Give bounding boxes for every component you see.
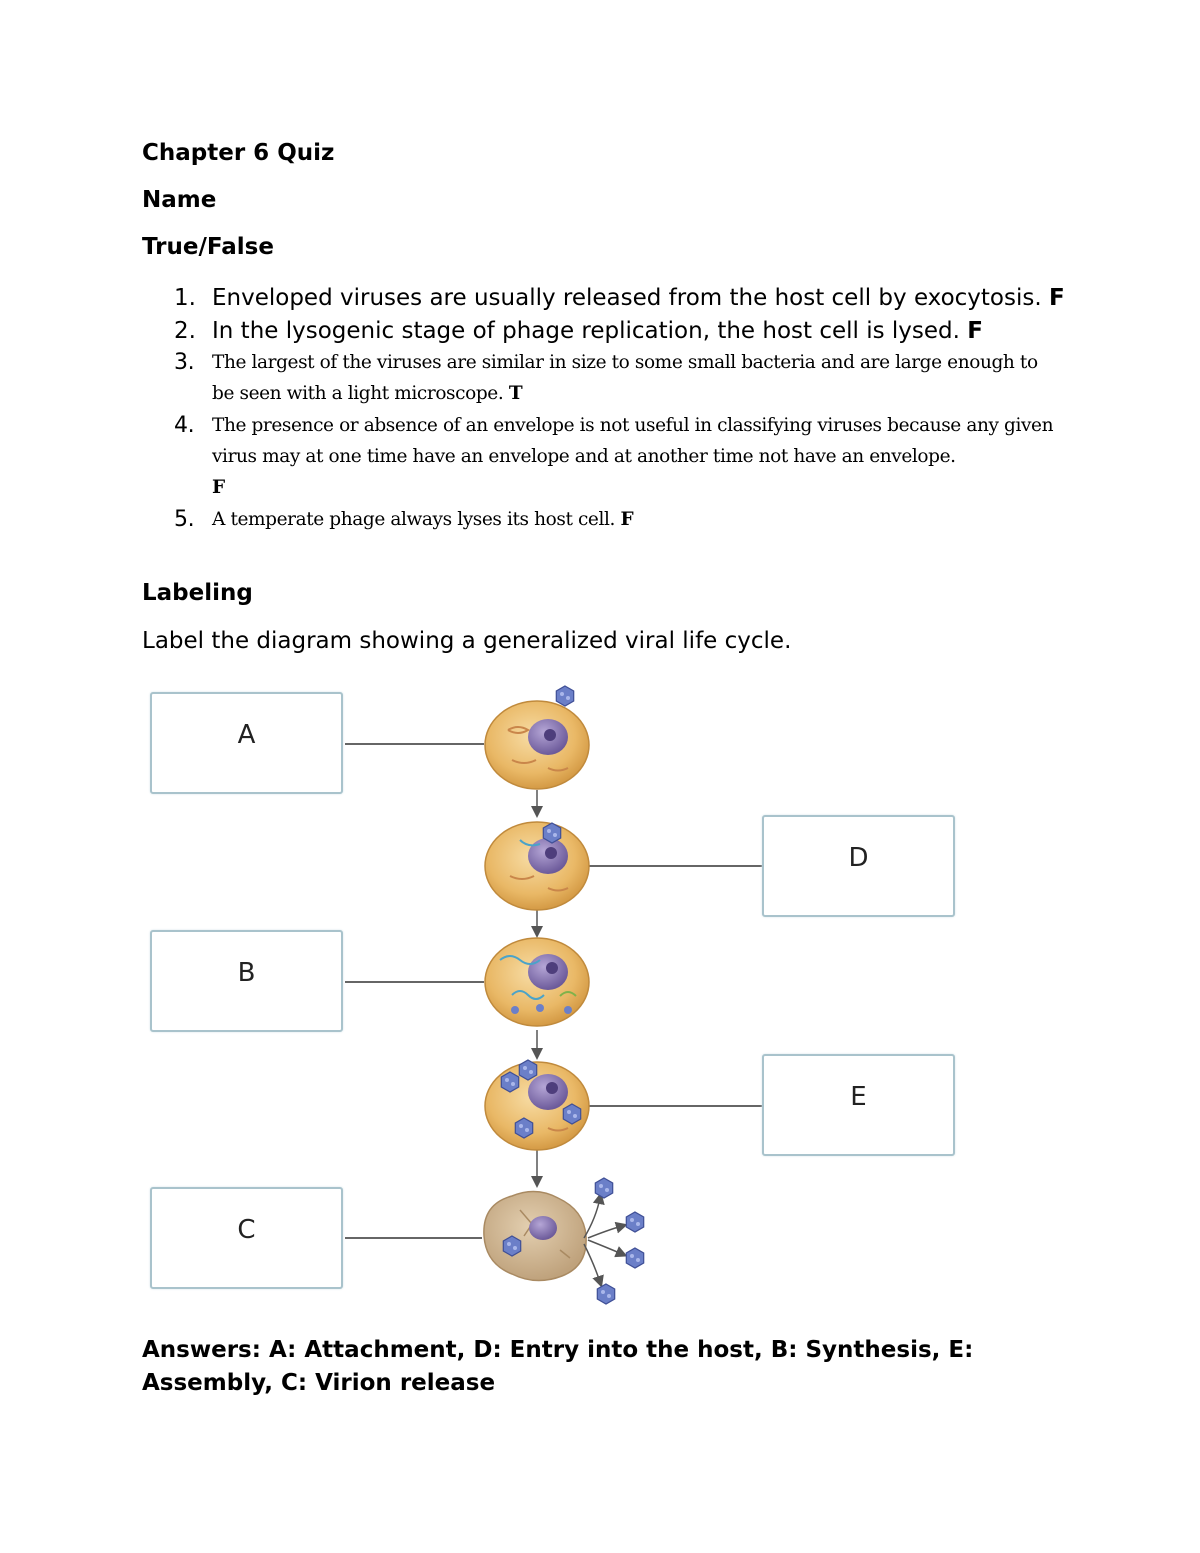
label-box-letter: E bbox=[850, 1082, 867, 1112]
question-answer: F bbox=[212, 477, 225, 498]
question-text: The presence or absence of an envelope is not useful in classifying viruses because any given virus may at one time have an envelope and at another time not have an envelope. bbox=[212, 415, 1054, 467]
label-box-a[interactable] bbox=[150, 692, 343, 794]
label-box-e[interactable] bbox=[762, 1054, 955, 1156]
cell-release bbox=[484, 1178, 644, 1304]
question-answer: F bbox=[1049, 285, 1065, 311]
question-text: Enveloped viruses are usually released from the host cell by exocytosis. bbox=[212, 285, 1042, 311]
question-answer: T bbox=[508, 383, 523, 404]
label-box-letter: A bbox=[237, 720, 256, 750]
cell-assembly bbox=[485, 1060, 589, 1150]
question-text: The largest of the viruses are similar in size to some small bacteria and are large enough to be seen with a light microscope. bbox=[212, 352, 1038, 404]
label-box-d[interactable] bbox=[762, 815, 955, 917]
label-box-letter: C bbox=[237, 1215, 256, 1245]
question-text: A temperate phage always lyses its host cell. bbox=[212, 509, 615, 530]
label-box-letter: D bbox=[848, 843, 869, 873]
question-number: 1. bbox=[174, 285, 196, 311]
cell-attachment bbox=[485, 686, 589, 789]
label-box-b[interactable] bbox=[150, 930, 343, 1032]
question-number: 3. bbox=[174, 350, 195, 375]
question-text: In the lysogenic stage of phage replication, the host cell is lysed. bbox=[212, 318, 960, 344]
label-box-c[interactable] bbox=[150, 1187, 343, 1289]
question-number: 4. bbox=[174, 413, 195, 438]
quiz-title: Chapter 6 Quiz bbox=[142, 140, 335, 166]
cell-synthesis bbox=[485, 938, 589, 1026]
true-false-heading: True/False bbox=[142, 234, 274, 260]
answer-key: Answers: A: Attachment, D: Entry into the host, B: Synthesis, E: Assembly, C: Virion release bbox=[142, 1337, 974, 1396]
labeling-instruction: Label the diagram showing a generalized viral life cycle. bbox=[142, 628, 792, 654]
label-box-letter: B bbox=[237, 958, 256, 988]
question-number: 2. bbox=[174, 318, 196, 344]
question-number: 5. bbox=[174, 507, 195, 532]
question-answer: F bbox=[620, 509, 634, 530]
labeling-heading: Labeling bbox=[142, 580, 253, 606]
name-label: Name bbox=[142, 187, 217, 213]
cell-entry bbox=[485, 822, 589, 910]
question-answer: F bbox=[967, 318, 983, 344]
